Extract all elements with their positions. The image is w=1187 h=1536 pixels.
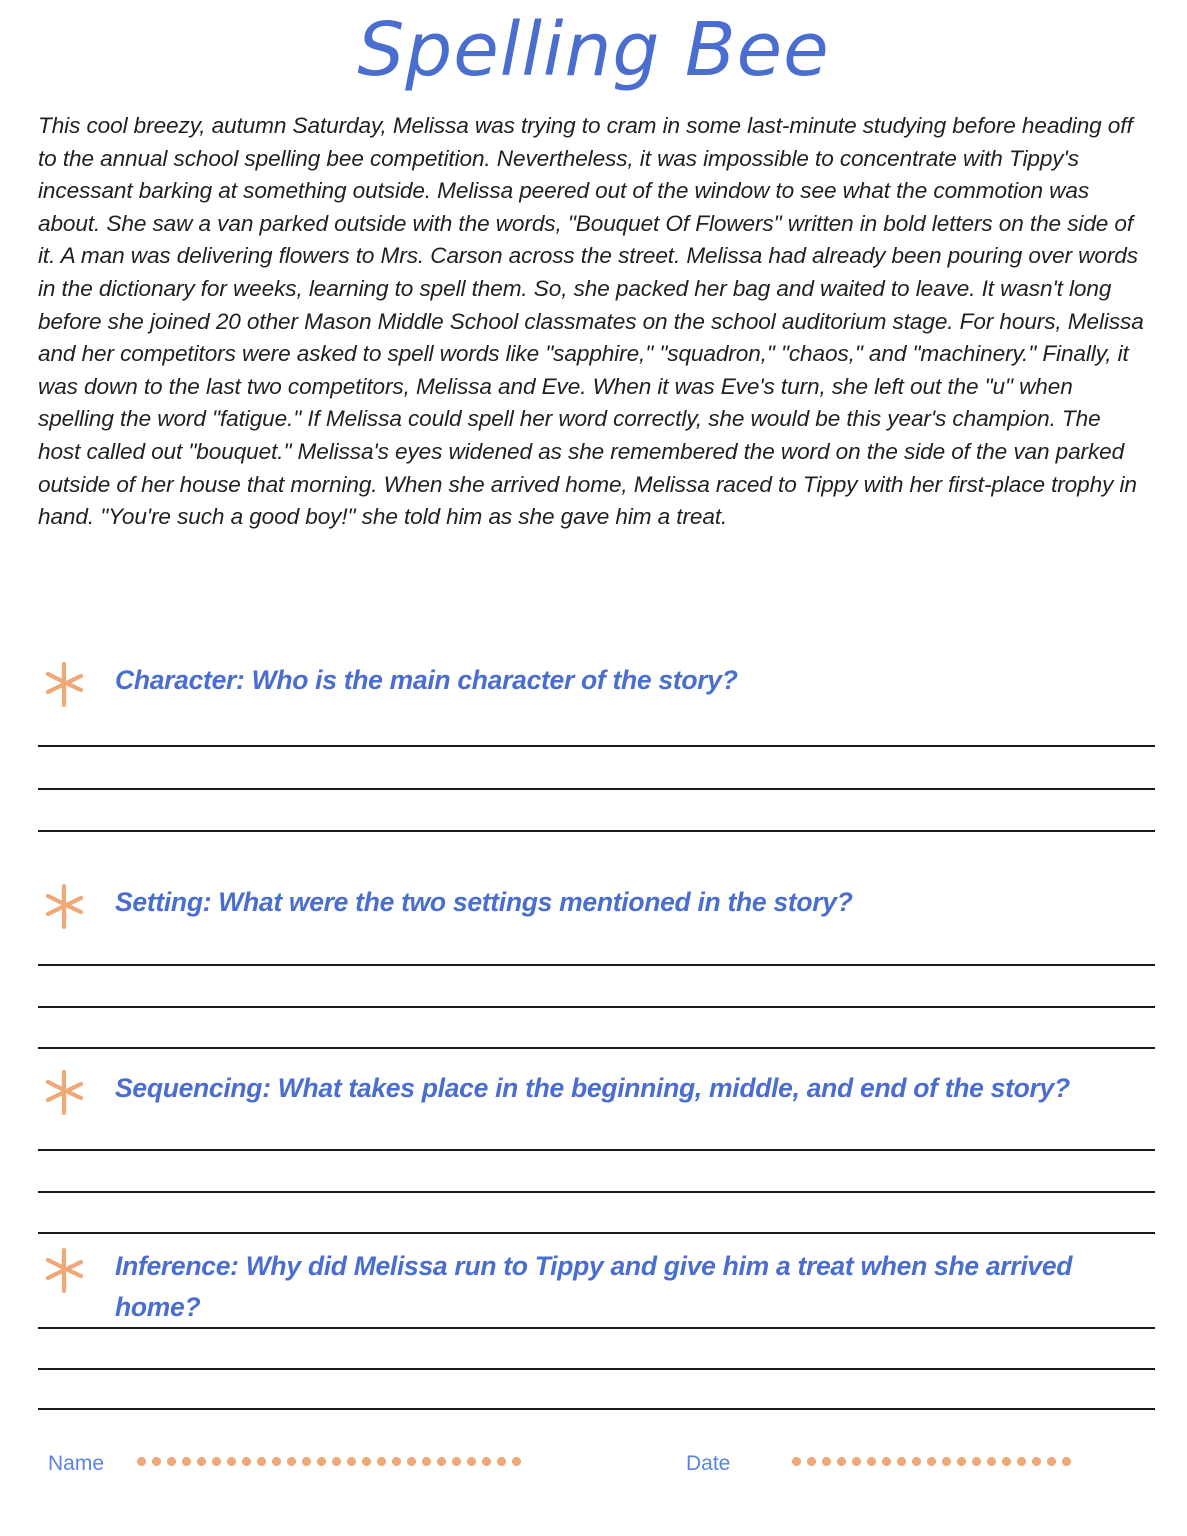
page-title: Spelling Bee [357,7,830,93]
asterisk-star-icon [40,882,88,930]
asterisk-star-icon [40,1068,88,1116]
question-block-setting [0,882,1187,926]
question-block-sequencing [0,1068,1187,1112]
question-block-character [0,660,1187,704]
answer-line[interactable] [38,1327,1155,1329]
asterisk-star-icon [40,660,88,708]
asterisk-star-icon [40,1246,88,1294]
answer-line[interactable] [38,788,1155,790]
name-field-label: Name [48,1452,105,1475]
name-field-dotted-line[interactable] [134,1457,524,1466]
question-block-inference [0,1246,1187,1328]
question-heading-row [0,882,1187,926]
question-text: Sequencing: What takes place in the beginning, middle, and end of the story? [115,1073,1070,1103]
answer-line[interactable] [38,745,1155,747]
answer-line[interactable] [38,1047,1155,1049]
question-heading-row [0,1246,1187,1328]
question-heading-row [0,660,1187,704]
question-text: Setting: What were the two settings mentioned in the story? [115,887,853,917]
question-text: Inference: Why did Melissa run to Tippy and give him a treat when she arrived home? [115,1251,1073,1322]
answer-line[interactable] [38,964,1155,966]
date-field-dotted-line[interactable] [789,1457,1071,1466]
date-field-label: Date [686,1452,731,1475]
story-passage: This cool breezy, autumn Saturday, Melissa was trying to cram in some last-minute studying before heading off to the annual school spelling bee competition. Nevertheless, it was impossible to concentrate with Tippy's incessant barking at something outside. Melissa peered out of the window to see what the commotion was about. She saw a van parked outside with the words, "Bouquet Of Flowers" written in bold letters on the side of it. A man was delivering flowers to Mrs. Carson across the street. Melissa had already been pouring over words in the dictionary for weeks, learning to spell them. So, she packed her bag and waited to leave. It wasn't long before she joined 20 other Mason Middle School classmates on the school auditorium stage. For hours, Melissa and her competitors were asked to spell words like "sapphire," "squadron," "chaos," and "machinery." Finally, it was down to the last two competitors, Melissa and Eve. When it was Eve's turn, she left out the "u" when spelling the word "fatigue." If Melissa could spell her word correctly, she would be this year's champion. The host called out "bouquet." Melissa's eyes widened as she remembered the word on the side of the van parked outside of her house that morning. When she arrived home, Melissa raced to Tippy with her first-place trophy in hand. "You're such a good boy!" she told him as she gave him a treat. [38,113,1144,530]
answer-line[interactable] [38,1191,1155,1193]
question-text: Character: Who is the main character of the story? [115,665,738,695]
answer-line[interactable] [38,830,1155,832]
answer-line[interactable] [38,1232,1155,1234]
question-heading-row [0,1068,1187,1112]
answer-line[interactable] [38,1408,1155,1410]
answer-line[interactable] [38,1368,1155,1370]
answer-line[interactable] [38,1006,1155,1008]
answer-line[interactable] [38,1149,1155,1151]
